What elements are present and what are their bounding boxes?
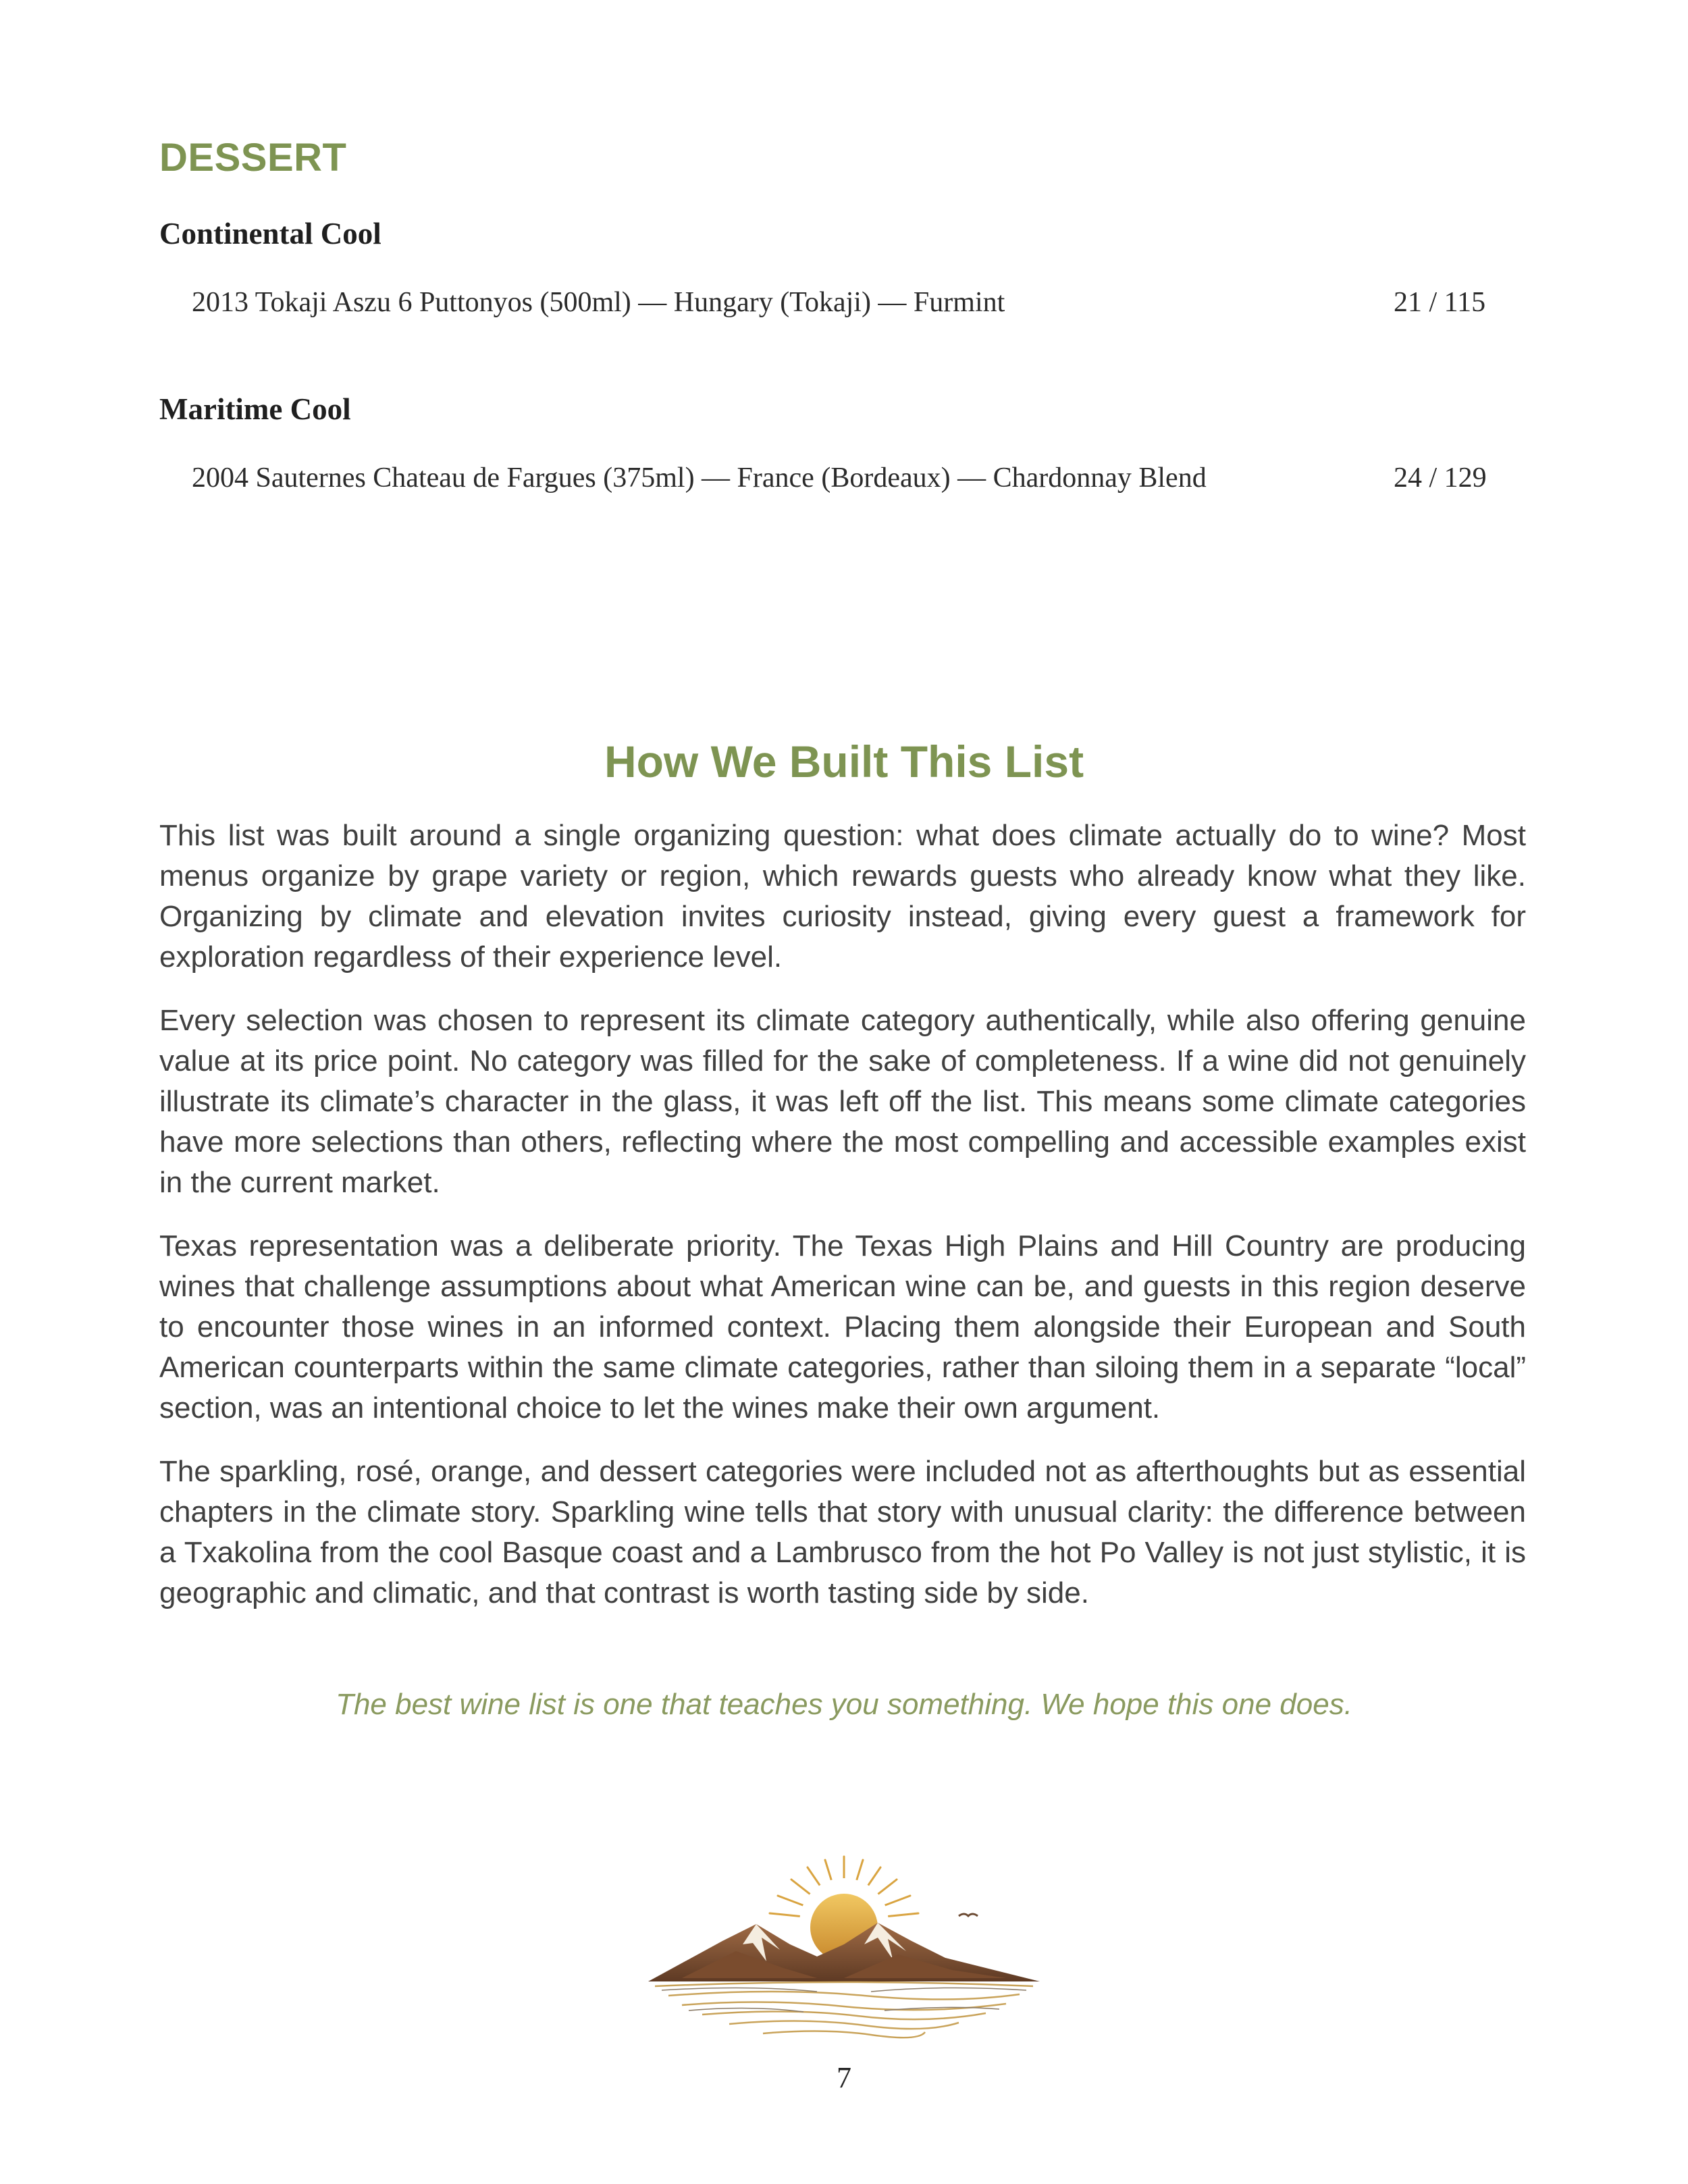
essay-paragraph: The sparkling, rosé, orange, and dessert categories were included not as afterthoughts but as essential chapters in the climate story. Sparkling wine tells that story with unusual clarity: the difference between a Txakolina from the cool Basque coast and a Lambrusco from the hot Po Valley is not just stylistic, it is geographic and climatic, and that contrast is worth tasting side by side. (159, 1455, 1526, 1609)
essay-title: How We Built This List (604, 737, 1084, 787)
mountain-sun-lake-logo-icon (641, 1843, 1047, 2046)
wine-description: 2013 Tokaji Aszu 6 Puttonyos (500ml) — Hungary (Tokaji) — Furmint (192, 287, 1005, 318)
essay-paragraph: Texas representation was a deliberate priority. The Texas High Plains and Hill Country are producing wines that challenge assumptions about what American wine can be, and guests in this region deserve to encounter those wines in an informed context. Placing them alongside their European and South American counterparts within the same climate categories, rather than siloing them in a separate “local” section, was an intentional choice to let the wines make their own argument. (159, 1229, 1526, 1424)
essay-paragraph: Every selection was chosen to represent its climate category authentically, while also offering genuine value at its price point. No category was filled for the sake of completeness. If a wine did not genuinely illustrate its climate’s character in the glass, it was left off the list. This means some climate categories have more selections than others, reflecting where the most compelling and accessible examples exist in the current market. (159, 1004, 1526, 1199)
essay-paragraph: This list was built around a single organizing question: what does climate actually do to wine? Most menus organize by grape variety or region, which rewards guests who already know what they like. Organizing by climate and elevation invites curiosity instead, giving every guest a framework for exploration regardless of their experience level. (159, 819, 1526, 974)
wine-price: 21 / 115 (1394, 287, 1486, 318)
section-title: DESSERT (159, 136, 347, 180)
wine-description: 2004 Sauternes Chateau de Fargues (375ml) — France (Bordeaux) — Chardonnay Blend (192, 462, 1207, 494)
wine-list-item (192, 462, 1502, 502)
wine-price: 24 / 129 (1394, 462, 1487, 494)
climate-heading-continental-cool: Continental Cool (159, 217, 381, 250)
wine-list-item (192, 286, 1502, 327)
essay-body (159, 816, 1526, 1636)
bird-icon (959, 1914, 978, 1916)
closing-quote: The best wine list is one that teaches you something. We hope this one does. (336, 1688, 1352, 1721)
page-number: 7 (837, 2061, 851, 2094)
water-icon (655, 1982, 1033, 2037)
climate-heading-maritime-cool: Maritime Cool (159, 392, 351, 426)
